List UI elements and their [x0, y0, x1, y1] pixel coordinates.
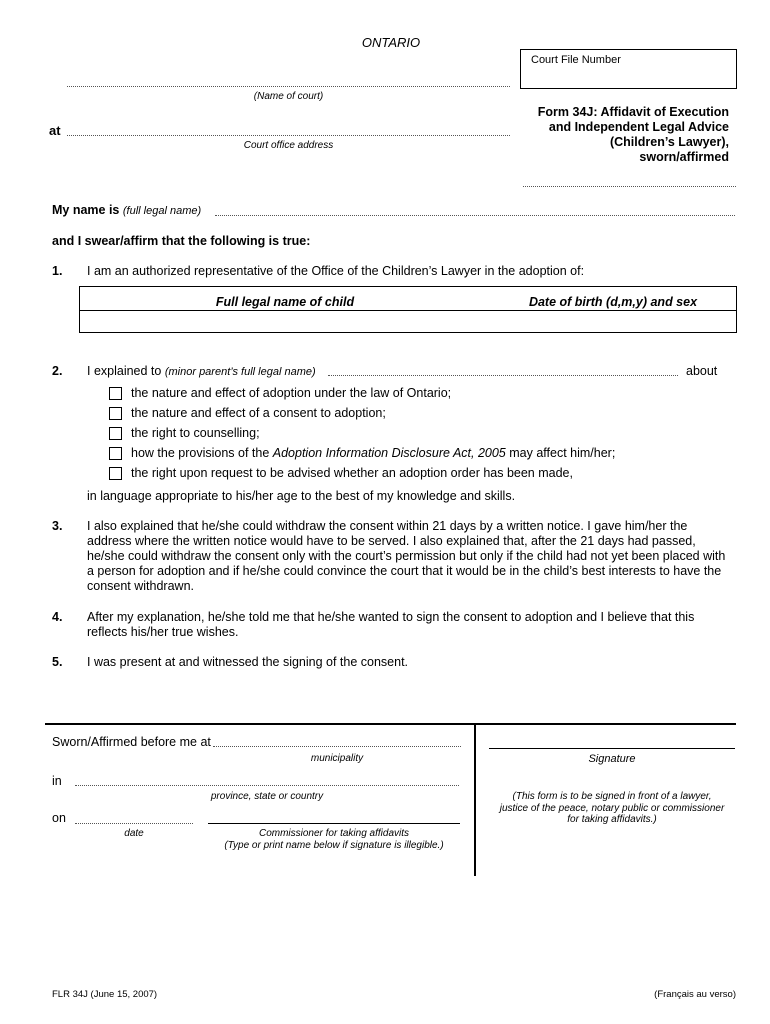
item2-intro: [87, 364, 316, 378]
commissioner-signature-line[interactable]: [208, 823, 460, 824]
item2-about: about: [686, 364, 718, 378]
court-file-number-label: Court File Number: [531, 54, 621, 66]
item2-closing: in language appropriate to his/her age to the best of my knowledge and skills.: [87, 489, 516, 503]
court-office-address-field[interactable]: [67, 135, 510, 136]
item2-number: 2.: [52, 364, 63, 378]
name-of-court-label: (Name of court): [253, 91, 324, 102]
signature-line[interactable]: [489, 748, 735, 749]
item3-text: [87, 519, 737, 594]
date-field[interactable]: [75, 823, 193, 824]
province-title: ONTARIO: [361, 35, 421, 50]
jurat-top-rule: [45, 723, 736, 725]
on-label: on: [52, 811, 66, 825]
in-label: in: [52, 774, 62, 788]
item2-prefix: I explained to: [87, 364, 162, 378]
commissioner-line2: (Type or print name below if signature is illegible.): [224, 840, 444, 851]
checklist-counselling: the right to counselling;: [131, 426, 260, 440]
item4-text: [87, 610, 737, 640]
form-title-line2: and Independent Legal Advice: [548, 120, 729, 134]
province-label: province, state or country: [210, 791, 324, 802]
checklist-adoption-effect: the nature and effect of adoption under the law of Ontario;: [131, 386, 452, 400]
child-dob-header: Date of birth (d,m,y) and sex: [528, 295, 698, 309]
at-label: at: [49, 123, 61, 138]
sworn-affirmed-field[interactable]: [523, 186, 736, 187]
item5-number: 5.: [52, 655, 63, 669]
municipality-label: municipality: [310, 753, 364, 764]
date-label: date: [124, 828, 144, 839]
item3-line: consent withdrawn.: [87, 579, 195, 593]
item4-number: 4.: [52, 610, 63, 624]
checkbox-consent-effect[interactable]: [109, 407, 122, 420]
province-field[interactable]: [75, 785, 459, 786]
child-info-table: [79, 286, 737, 333]
checkbox-adoption-effect[interactable]: [109, 387, 122, 400]
item5-text: I was present at and witnessed the signing of the consent.: [87, 655, 409, 669]
minor-parent-name-field[interactable]: [328, 375, 678, 376]
form-title-line1: Form 34J: Affidavit of Execution: [537, 105, 729, 119]
signature-label: Signature: [588, 753, 636, 765]
checklist-adoption-order: the right upon request to be advised whether an adoption order has been made,: [131, 466, 573, 480]
item4-line: After my explanation, he/she told me that he/she wanted to sign the consent to adoption and I believe that this: [87, 610, 695, 624]
minor-parent-hint: (minor parent’s full legal name): [164, 366, 316, 378]
municipality-field[interactable]: [213, 746, 461, 747]
court-office-address-label: Court office address: [243, 140, 334, 151]
swear-statement: and I swear/affirm that the following is true:: [52, 234, 311, 248]
name-of-court-field[interactable]: [67, 86, 510, 87]
checkbox-adoption-order[interactable]: [109, 467, 122, 480]
court-file-number-box[interactable]: [520, 49, 737, 89]
child-name-header: Full legal name of child: [215, 295, 355, 309]
checkbox-counselling[interactable]: [109, 427, 122, 440]
commissioner-label: [198, 828, 470, 852]
my-name-label: My name is: [52, 203, 120, 217]
signing-note-line3: for taking affidavits.): [567, 814, 657, 825]
signing-note-line1: (This form is to be signed in front of a lawyer,: [512, 791, 712, 802]
checklist-disclosure-act: [131, 446, 615, 460]
jurat-vertical-rule: [474, 724, 476, 876]
form-title: [500, 105, 729, 165]
form-title-line3: (Children’s Lawyer),: [609, 135, 729, 149]
french-version-note: (Français au verso): [654, 989, 736, 1000]
disclosure-suffix: may affect him/her;: [509, 446, 616, 460]
checkbox-disclosure-act[interactable]: [109, 447, 122, 460]
child-info-row[interactable]: [80, 311, 736, 331]
form-identifier: FLR 34J (June 15, 2007): [52, 989, 158, 1000]
full-legal-name-field[interactable]: [215, 215, 735, 216]
disclosure-act-name: Adoption Information Disclosure Act, 2005: [272, 446, 506, 460]
signing-note: [484, 791, 740, 826]
my-name-row: [52, 203, 201, 217]
signing-note-line2: justice of the peace, notary public or commissioner: [499, 802, 725, 814]
item4-line: reflects his/her true wishes.: [87, 625, 239, 639]
item3-line: a person for adoption and if he/she could convince the court that it would be in the child’s best interests to have the: [87, 564, 722, 578]
item1-text: I am an authorized representative of the Office of the Children’s Lawyer in the adoption of:: [87, 264, 585, 278]
item3-line: he/she could withdraw the consent only with the court’s permission but only if the child had not yet been placed with: [87, 549, 726, 563]
full-legal-name-hint: (full legal name): [122, 205, 202, 217]
item3-line: I also explained that he/she could withdraw the consent within 21 days by a written notice. I gave him/her the: [87, 519, 688, 533]
commissioner-line1: Commissioner for taking affidavits: [258, 828, 410, 839]
checklist-consent-effect: the nature and effect of a consent to adoption;: [131, 406, 386, 420]
form-title-line4: sworn/affirmed: [639, 150, 729, 164]
sworn-affirmed-label: Sworn/Affirmed before me at: [52, 735, 211, 749]
item1-number: 1.: [52, 264, 63, 278]
item3-line: address where the written notice would have to be served. I also explained that, after the 21 days had passed,: [87, 534, 696, 548]
item3-number: 3.: [52, 519, 63, 533]
disclosure-prefix: how the provisions of the: [131, 446, 270, 460]
